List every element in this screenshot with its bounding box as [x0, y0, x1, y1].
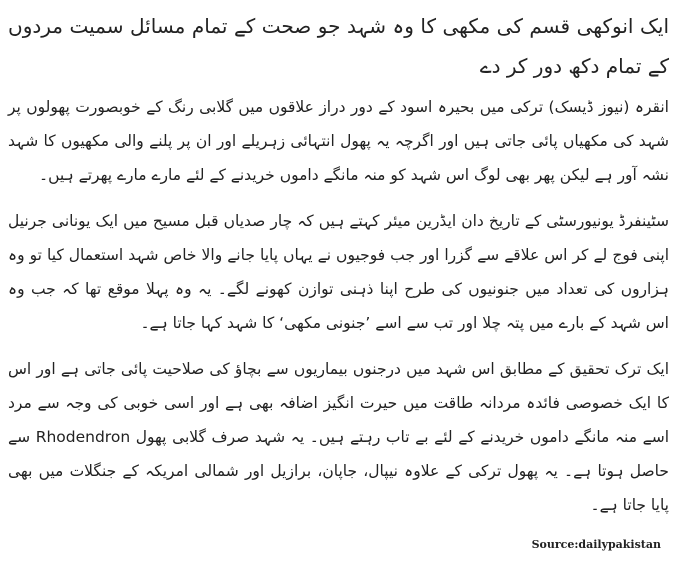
- article-headline: ایک انوکھی قسم کی مکھی کا وہ شہد جو صحت کے تمام مسائل سمیت مردوں کے تمام دکھ دور کر دے: [8, 14, 669, 78]
- article-paragraph-3: ایک ترک تحقیق کے مطابق اس شہد میں درجنوں بیماریوں سے بچاﺅ کی صلاحیت پائی جاتی ہے اور اس کا ایک خصوصی فائدہ مردانہ طاقت میں حیرت انگیز اضافہ بھی ہے اور اسی خوبی کی وجہ سے مرد اسے منہ مانگے داموں خریدنے کے لئے بے تاب رہتے ہیں۔ یہ شہد صرف گلابی پھول Rhodendron سے حاصل ہوتا ہے۔ یہ پھول ترکی کے علاوہ نیپال، جاپان، برازیل اور شمالی امریکہ کے جنگلات میں بھی پایا جاتا ہے۔: [8, 360, 670, 514]
- article-paragraph-1: انقرہ (نیوز ڈیسک) ترکی میں بحیرہ اسود کے دور دراز علاقوں میں گلابی رنگ کے خوبصورت پھولوں پر شہد کی مکھیاں پائی جاتی ہیں اور اگرچہ یہ پھول انتہائی زہریلے اور ان پر پلنے والی مکھیوں کا شہد نشہ آور ہے لیکن پھر بھی لوگ اس شہد کو منہ مانگے داموں خریدنے کے لئے مارے مارے پھرتے ہیں۔: [8, 98, 669, 184]
- article-paragraph-2: سٹینفرڈ یونیورسٹی کے تاریخ دان ایڈرین میئر کہتے ہیں کہ چار صدیاں قبل مسیح میں ایک یونانی جرنیل اپنی فوج لے کر اس علاقے سے گزرا اور جب فوجیوں نے یہاں پایا جانے والا خاص شہد استعمال کیا تو وہ ہزاروں کی تعداد میں جنونیوں کی طرح اپنا ذہنی توازن کھونے لگے۔ یہ وہ پہلا موقع تھا کہ جب وہ اس شہد کے بارے میں پتہ چلا اور تب سے اسے ’جنونی مکھی‘ کا شہد کہا جاتا ہے۔: [8, 212, 669, 332]
- source-credit: Source:dailypakistan: [531, 538, 661, 551]
- article: [8, 6, 669, 534]
